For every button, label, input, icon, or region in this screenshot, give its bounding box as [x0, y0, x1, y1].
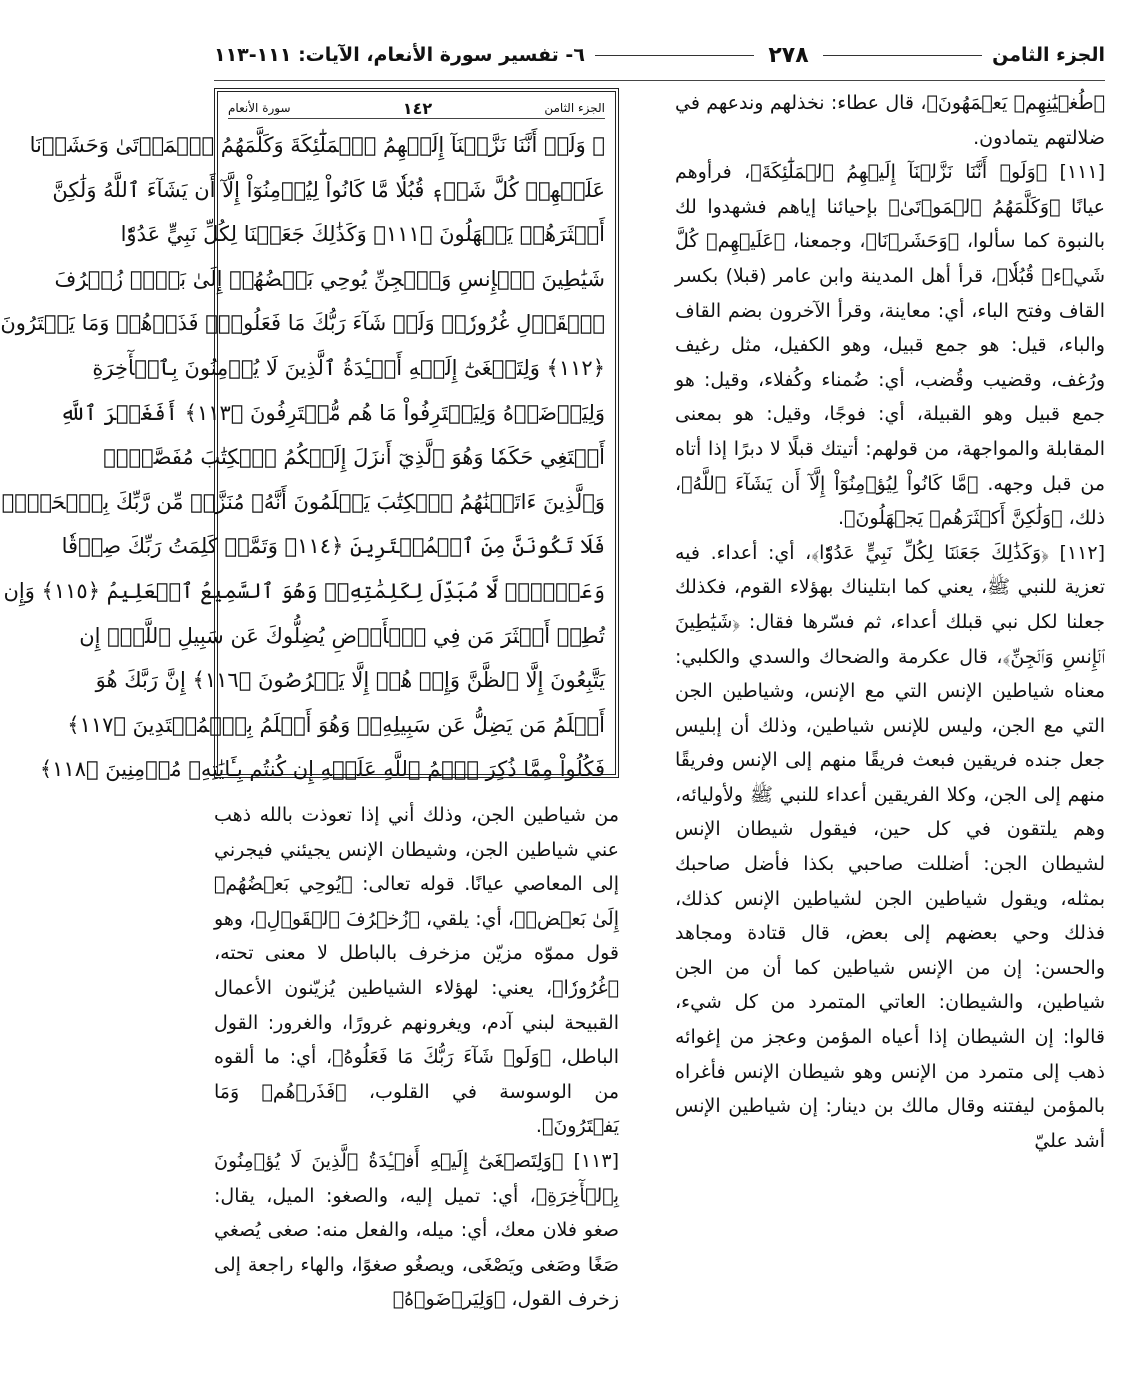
- quran-line: ۞ وَلَوۡ أَنَّنَا نَزَّلۡنَآ إِلَيۡهِمُ ٱلۡمَلَٰٓئِكَةَ وَكَلَّمَهُمُ ٱلۡمَوۡتَىٰ وَحَشَرۡنَا: [29, 133, 605, 157]
- header-rule: [595, 55, 754, 56]
- quran-page-header: [228, 98, 605, 119]
- quran-page-number: ١٤٢: [402, 98, 433, 118]
- commentary-left-column: [214, 798, 619, 1374]
- header-part: الجزء الثامن: [992, 44, 1105, 66]
- quran-page-frame: [0, 88, 619, 782]
- quran-line: يَتَّبِعُونَ إِلَّا ٱلظَّنَّ وَإِنۡ هُمۡ إِلَّا يَخۡرُصُونَ ﴿١١٦﴾ إِنَّ رَبَّكَ هُوَ: [95, 668, 605, 693]
- quran-line: وَعَدۡلٗاۚ لَّا مُبَدِّلَ لِكَلِمَٰتِهِۦۚ وَهُوَ ٱلسَّمِيعُ ٱلۡعَلِيمُ ﴿١١٥﴾ وَإِن: [3, 578, 605, 603]
- commentary-paragraph: ﴿طُغۡيَٰنِهِمۡ يَعۡمَهُونَ﴾، قال عطاء: نخذلهم وندعهم في ضلالتهم يتمادون.: [675, 92, 1105, 149]
- quran-line: عَلَيۡهِمۡ كُلَّ شَيۡءٖ قُبُلٗا مَّا كَانُواْ لِيُؤۡمِنُوٓاْ إِلَّآ أَن يَشَآءَ ٱللَّهُ وَلَٰكِنَّ: [52, 177, 605, 202]
- header-chapter: ٦- تفسير سورة الأنعام، الآيات: ١١١-١١٣: [213, 44, 585, 66]
- quran-surah-label: سورة الأنعام: [228, 101, 291, 115]
- quran-line: ﴿١١٢﴾ وَلِتَصۡغَىٰٓ إِلَيۡهِ أَفۡـِٔدَةُ ٱلَّذِينَ لَا يُؤۡمِنُونَ بِٱلۡأٓخِرَةِ: [92, 355, 605, 380]
- quran-line: تُطِعۡ أَكۡثَرَ مَن فِي ٱلۡأَرۡضِ يُضِلُّوكَ عَن سَبِيلِ ٱللَّهِۚ إِن: [79, 623, 605, 648]
- commentary-paragraph: من شياطين الجن، وذلك أني إذا تعوذت بالله ذهب عني شياطين الجن، وشيطان الإنس يجيئني فيجرني إلى المعاصي عيانًا. قوله تعالى: ﴿يُوحِي بَعۡضُهُمۡ إِلَىٰ بَعۡضٖ﴾، أي: يلقي، ﴿زُخۡرُفَ ٱلۡقَوۡلِ﴾، وهو قول مموّه مزيّن مزخرف بالباطل لا معنى تحته، ﴿غُرُورٗا﴾، يعني: لهؤلاء الشياطين يُزيّنون الأعمال القبيحة لبني آدم، ويغرونهم غرورًا، والغرور: القول الباطل، ﴿وَلَوۡ شَآءَ رَبُّكَ مَا فَعَلُوهُ﴾، أي: ما ألقوه من الوسوسة في القلوب، ﴿فَذَرۡهُمۡ وَمَا يَفۡتَرُونَ﴾.: [214, 804, 619, 1138]
- page-header: [214, 30, 1105, 81]
- header-rule: [823, 55, 982, 56]
- commentary-paragraph: [١١١] ﴿وَلَوۡ أَنَّنَا نَزَّلۡنَآ إِلَيۡهِمُ ٱلۡمَلَٰٓئِكَةَ﴾، فرأوهم عيانًا ﴿وَكَلَّمَهُمُ ٱلۡمَوۡتَىٰ﴾ بإحيائنا إياهم فشهدوا لك بالنبوة كما سألوا، ﴿وَحَشَرۡنَا﴾، وجمعنا، ﴿عَلَيۡهِمۡ كُلَّ شَيۡءٖ قُبُلٗا﴾، قرأ أهل المدينة وابن عامر (قبلا) بكسر القاف وفتح الباء، أي: معاينة، وقرأ الآخرون بضم القاف والباء، قيل: هو جمع قبيل، وهو الكفيل، مثل رغيف ورُغف، وقضيب وقُضب، أي: ضُمناء وكُفلاء، وقيل: هو جمع قبيل وهو القبيلة، أي: فوجًا، وقيل: هو بمعنى المقابلة والمواجهة، من قولهم: أتيتك قبلًا لا دبرًا إذا أتاه من قبل وجهه. ﴿مَّا كَانُواْ لِيُؤۡمِنُوٓاْ إِلَّآ أَن يَشَآءَ ٱللَّهُ﴾، ذلك، ﴿وَلَٰكِنَّ أَكۡثَرَهُمۡ يَجۡهَلُونَ﴾.: [675, 161, 1105, 530]
- quran-line: أَكۡثَرَهُمۡ يَجۡهَلُونَ ﴿١١١﴾ وَكَذَٰلِكَ جَعَلۡنَا لِكُلِّ نَبِيٍّ عَدُوّٗا: [120, 222, 605, 247]
- commentary-right-column: [675, 86, 1105, 1374]
- quran-line: وَٱلَّذِينَ ءَاتَيۡنَٰهُمُ ٱلۡكِتَٰبَ يَعۡلَمُونَ أَنَّهُۥ مُنَزَّلٞ مِّن رَّبِّكَ بِٱلۡحَقِّۖ: [1, 489, 605, 514]
- quran-line: وَلِيَرۡضَوۡهُ وَلِيَقۡتَرِفُواْ مَا هُم مُّقۡتَرِفُونَ ﴿١١٣﴾ أَفَغَيۡرَ ٱللَّهِ: [59, 400, 605, 425]
- header-page-number: ٢٧٨: [768, 42, 809, 68]
- commentary-paragraph: [١١٣] ﴿وَلِتَصۡغَىٰٓ إِلَيۡهِ أَفۡـِٔدَةُ ٱلَّذِينَ لَا يُؤۡمِنُونَ بِٱلۡأٓخِرَةِ﴾، أي: تميل إليه، والصغو: الميل، يقال: صغو فلان معك، أي: ميله، والفعل منه: صغى يُصغي صَغًا وصَغى ويَصْغَى، ويصغُو صغوًا، والهاء راجعة إلى زخرف القول، ﴿وَلِيَرۡضَوۡهُ﴾: [214, 1149, 619, 1311]
- commentary-paragraph: [١١٢] ﴿وَكَذَٰلِكَ جَعَلۡنَا لِكُلِّ نَبِيٍّ عَدُوّٗا﴾، أي: أعداء. فيه تعزية للنبي ﷺ، يعني كما ابتليناك بهؤلاء القوم، فكذلك جعلنا لكل نبي قبلك أعداء، ثم فسّرها فقال: ﴿شَيَٰطِينَ ٱلۡإِنسِ وَٱلۡجِنِّ﴾، قال عكرمة والضحاك والسدي والكلبي: معناه شياطين الإنس التي مع الإنس، وشياطين الجن التي مع الجن، وليس للإنس شياطين، وذلك أن إبليس جعل جنده فريقين فبعث فريقًا منهم إلى الإنس وفريقًا منهم إلى الجن، وكلا الفريقين أعداء للنبي ﷺ ولأوليائه، وهم يلتقون في كل حين، فيقول شيطان الإنس لشيطان الجن: أضللت صاحبي بكذا فأضل صاحبك بمثله، ويقول شياطين الجن لشياطين الإنس كذلك، فذلك وحي بعضهم إلى بعض، قال قتادة ومجاهد والحسن: إن من الإنس شياطين كما أن من الجن شياطين، والشيطان: العاتي المتمرد من كل شيء، قالوا: إن الشيطان إذا أعياه المؤمن وعجز من إغوائه ذهب إلى متمرد من الإنس وهو شيطان الإنس فأغراه بالمؤمن ليفتنه وقال مالك بن دينار: إن شياطين الإنس أشد عليّ: [675, 541, 1105, 1152]
- quran-line: أَبۡتَغِي حَكَمٗا وَهُوَ ٱلَّذِيٓ أَنزَلَ إِلَيۡكُمُ ٱلۡكِتَٰبَ مُفَصَّلٗاۚ: [103, 445, 605, 470]
- quran-line: شَيَٰطِينَ ٱلۡإِنسِ وَٱلۡجِنِّ يُوحِي بَعۡضُهُمۡ إِلَىٰ بَعۡضٖ زُخۡرُفَ: [54, 266, 605, 291]
- quran-line: فَلَا تَكُونَنَّ مِنَ ٱلۡمُمۡتَرِينَ ﴿١١٤﴾ وَتَمَّتۡ كَلِمَتُ رَبِّكَ صِدۡقٗا: [61, 534, 605, 559]
- quran-line: أَعۡلَمُ مَن يَضِلُّ عَن سَبِيلِهِۦۖ وَهُوَ أَعۡلَمُ بِٱلۡمُهۡتَدِينَ ﴿١١٧﴾: [67, 712, 605, 737]
- quran-line: فَكُلُواْ مِمَّا ذُكِرَ ٱسۡمُ ٱللَّهِ عَلَيۡهِ إِن كُنتُم بِـَٔايَٰتِهِۦ مُؤۡمِنِينَ ﴿١١٨﴾: [39, 757, 605, 782]
- quran-juz-label: الجزء الثامن: [544, 101, 605, 115]
- quran-line: ٱلۡقَوۡلِ غُرُورٗاۚ وَلَوۡ شَآءَ رَبُّكَ مَا فَعَلُوهُۖ فَذَرۡهُمۡ وَمَا يَفۡتَرُونَ: [0, 311, 605, 336]
